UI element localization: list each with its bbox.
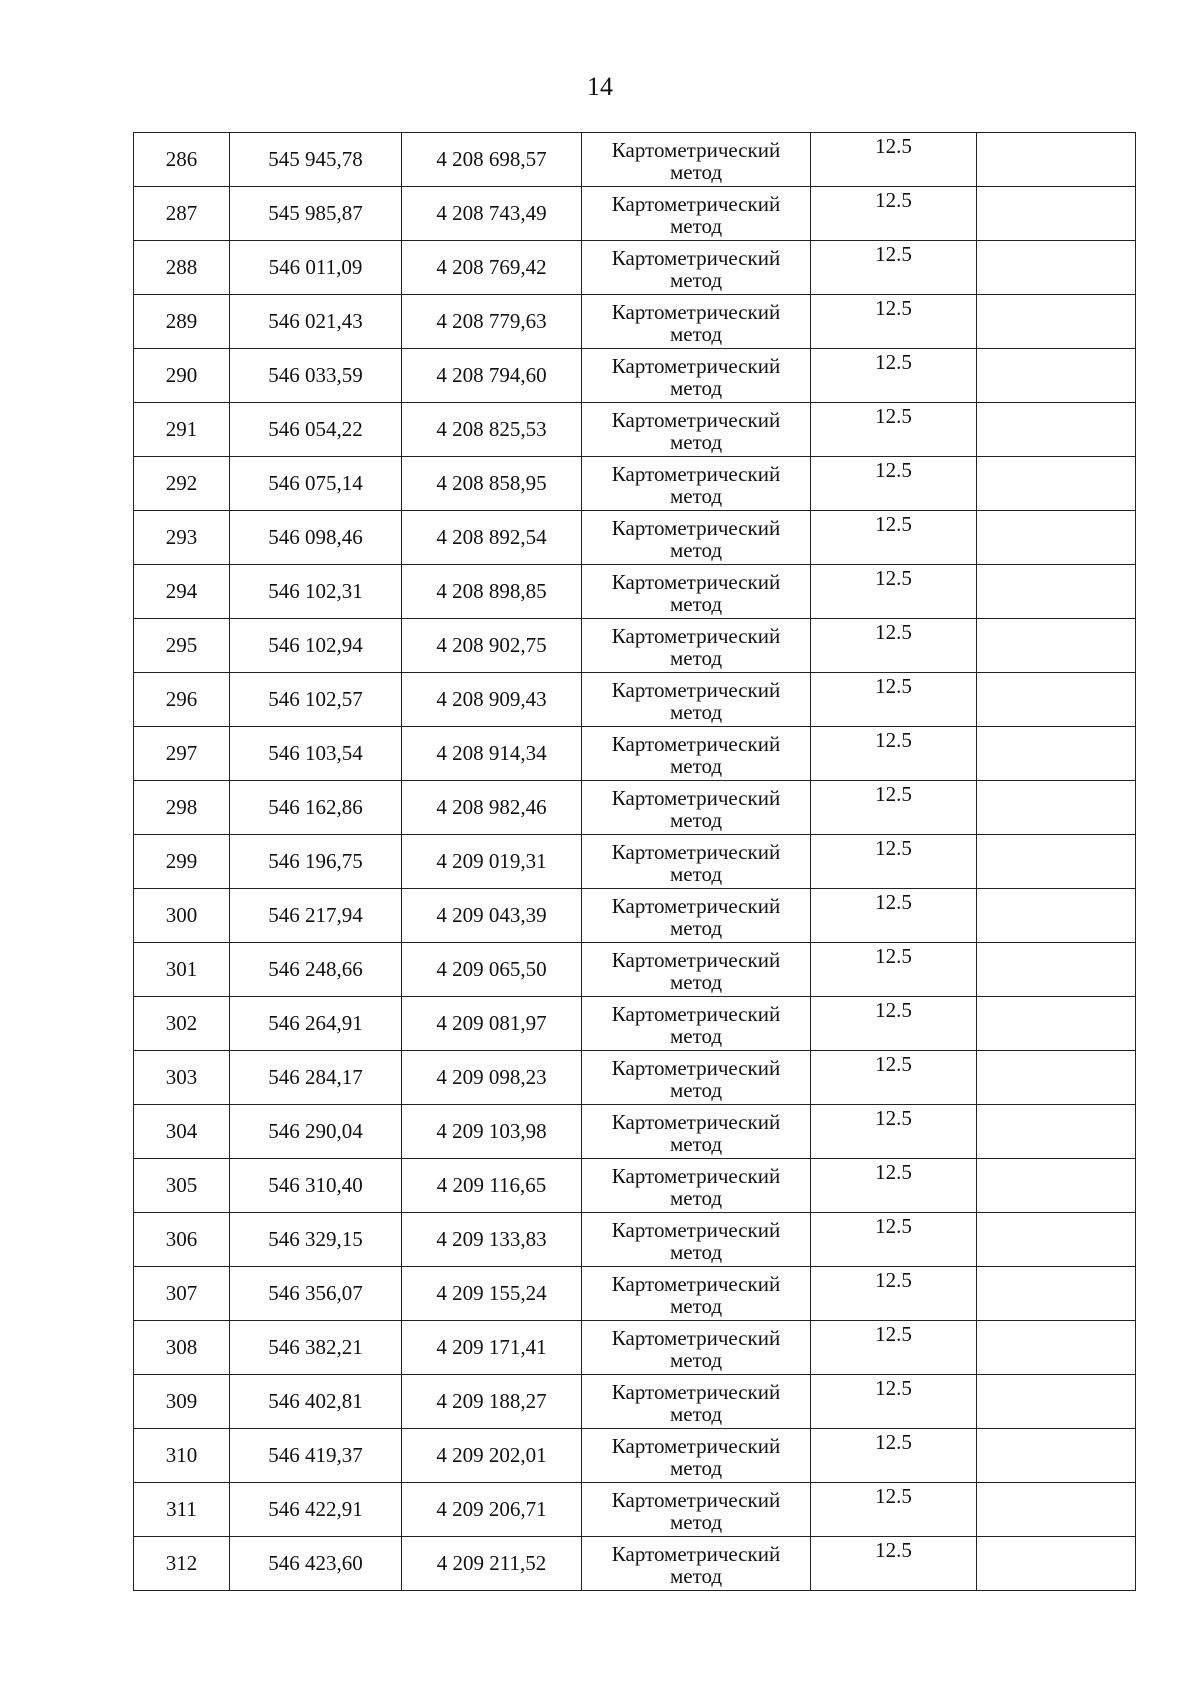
point-number-cell: 310 <box>134 1429 230 1483</box>
x-coordinate-cell: 546 098,46 <box>230 511 402 565</box>
y-coordinate-cell: 4 209 103,98 <box>402 1105 582 1159</box>
coordinates-table <box>133 132 1136 1591</box>
table-row <box>134 133 1136 187</box>
table-row <box>134 1105 1136 1159</box>
method-line-1: Картометрический <box>611 623 781 648</box>
extra-cell <box>977 1483 1136 1537</box>
accuracy-cell: 12.5 <box>811 997 977 1051</box>
point-number-cell: 286 <box>134 133 230 187</box>
method-cell <box>582 673 811 727</box>
point-number-cell: 305 <box>134 1159 230 1213</box>
table-row <box>134 727 1136 781</box>
y-coordinate-cell: 4 209 206,71 <box>402 1483 582 1537</box>
y-coordinate-cell: 4 209 098,23 <box>402 1051 582 1105</box>
extra-cell <box>977 187 1136 241</box>
method-cell <box>582 943 811 997</box>
x-coordinate-cell: 546 102,31 <box>230 565 402 619</box>
x-coordinate-cell: 546 423,60 <box>230 1537 402 1591</box>
extra-cell <box>977 457 1136 511</box>
method-cell <box>582 1375 811 1429</box>
method-line-2: метод <box>669 1077 723 1102</box>
method-cell <box>582 619 811 673</box>
accuracy-cell: 12.5 <box>811 1375 977 1429</box>
y-coordinate-cell: 4 209 043,39 <box>402 889 582 943</box>
accuracy-cell: 12.5 <box>811 673 977 727</box>
table-row <box>134 295 1136 349</box>
point-number-cell: 304 <box>134 1105 230 1159</box>
accuracy-cell: 12.5 <box>811 1537 977 1591</box>
extra-cell <box>977 727 1136 781</box>
accuracy-cell: 12.5 <box>811 511 977 565</box>
method-line-1: Картометрический <box>611 1109 781 1134</box>
accuracy-cell: 12.5 <box>811 943 977 997</box>
method-line-2: метод <box>669 159 723 184</box>
accuracy-cell: 12.5 <box>811 1267 977 1321</box>
extra-cell <box>977 619 1136 673</box>
y-coordinate-cell: 4 208 769,42 <box>402 241 582 295</box>
accuracy-cell: 12.5 <box>811 457 977 511</box>
y-coordinate-cell: 4 209 019,31 <box>402 835 582 889</box>
accuracy-cell: 12.5 <box>811 889 977 943</box>
method-line-1: Картометрический <box>611 1487 781 1512</box>
table-row <box>134 1429 1136 1483</box>
method-cell <box>582 1213 811 1267</box>
point-number-cell: 303 <box>134 1051 230 1105</box>
method-line-2: метод <box>669 429 723 454</box>
method-line-2: метод <box>669 375 723 400</box>
table-row <box>134 1159 1136 1213</box>
method-cell <box>582 187 811 241</box>
table-row <box>134 835 1136 889</box>
y-coordinate-cell: 4 209 188,27 <box>402 1375 582 1429</box>
point-number-cell: 288 <box>134 241 230 295</box>
extra-cell <box>977 565 1136 619</box>
method-line-2: метод <box>669 321 723 346</box>
extra-cell <box>977 1429 1136 1483</box>
extra-cell <box>977 1159 1136 1213</box>
extra-cell <box>977 241 1136 295</box>
point-number-cell: 297 <box>134 727 230 781</box>
extra-cell <box>977 781 1136 835</box>
table-row <box>134 1375 1136 1429</box>
method-cell <box>582 457 811 511</box>
point-number-cell: 300 <box>134 889 230 943</box>
method-cell <box>582 835 811 889</box>
accuracy-cell: 12.5 <box>811 349 977 403</box>
extra-cell <box>977 1051 1136 1105</box>
y-coordinate-cell: 4 208 914,34 <box>402 727 582 781</box>
table-row <box>134 673 1136 727</box>
method-cell <box>582 241 811 295</box>
method-line-2: метод <box>669 699 723 724</box>
point-number-cell: 302 <box>134 997 230 1051</box>
y-coordinate-cell: 4 209 211,52 <box>402 1537 582 1591</box>
table-row <box>134 511 1136 565</box>
x-coordinate-cell: 546 419,37 <box>230 1429 402 1483</box>
y-coordinate-cell: 4 208 892,54 <box>402 511 582 565</box>
point-number-cell: 295 <box>134 619 230 673</box>
method-line-1: Картометрический <box>611 569 781 594</box>
table-row <box>134 1267 1136 1321</box>
method-cell <box>582 1051 811 1105</box>
method-line-1: Картометрический <box>611 515 781 540</box>
method-line-2: метод <box>669 1131 723 1156</box>
x-coordinate-cell: 545 945,78 <box>230 133 402 187</box>
extra-cell <box>977 511 1136 565</box>
method-line-1: Картометрический <box>611 785 781 810</box>
point-number-cell: 289 <box>134 295 230 349</box>
method-line-2: метод <box>669 1455 723 1480</box>
extra-cell <box>977 673 1136 727</box>
method-line-2: метод <box>669 591 723 616</box>
method-line-2: метод <box>669 1023 723 1048</box>
y-coordinate-cell: 4 208 825,53 <box>402 403 582 457</box>
method-line-2: метод <box>669 1185 723 1210</box>
y-coordinate-cell: 4 209 155,24 <box>402 1267 582 1321</box>
method-cell <box>582 781 811 835</box>
method-line-1: Картометрический <box>611 461 781 486</box>
extra-cell <box>977 1537 1136 1591</box>
x-coordinate-cell: 546 310,40 <box>230 1159 402 1213</box>
x-coordinate-cell: 546 196,75 <box>230 835 402 889</box>
accuracy-cell: 12.5 <box>811 1105 977 1159</box>
method-line-1: Картометрический <box>611 1433 781 1458</box>
accuracy-cell: 12.5 <box>811 241 977 295</box>
accuracy-cell: 12.5 <box>811 781 977 835</box>
method-line-1: Картометрический <box>611 407 781 432</box>
page-number: 14 <box>587 72 613 101</box>
method-line-2: метод <box>669 1347 723 1372</box>
method-line-2: метод <box>669 807 723 832</box>
method-cell <box>582 403 811 457</box>
x-coordinate-cell: 546 033,59 <box>230 349 402 403</box>
accuracy-cell: 12.5 <box>811 1429 977 1483</box>
accuracy-cell: 12.5 <box>811 1483 977 1537</box>
method-cell <box>582 1429 811 1483</box>
method-line-2: метод <box>669 537 723 562</box>
method-line-2: метод <box>669 645 723 670</box>
point-number-cell: 290 <box>134 349 230 403</box>
x-coordinate-cell: 546 382,21 <box>230 1321 402 1375</box>
table-row <box>134 241 1136 295</box>
extra-cell <box>977 403 1136 457</box>
accuracy-cell: 12.5 <box>811 835 977 889</box>
point-number-cell: 293 <box>134 511 230 565</box>
method-cell <box>582 295 811 349</box>
extra-cell <box>977 295 1136 349</box>
coordinates-table-body <box>134 133 1136 1591</box>
point-number-cell: 308 <box>134 1321 230 1375</box>
method-cell <box>582 1321 811 1375</box>
point-number-cell: 298 <box>134 781 230 835</box>
y-coordinate-cell: 4 208 902,75 <box>402 619 582 673</box>
method-line-1: Картометрический <box>611 1001 781 1026</box>
method-line-2: метод <box>669 753 723 778</box>
method-cell <box>582 565 811 619</box>
method-line-1: Картометрический <box>611 353 781 378</box>
y-coordinate-cell: 4 208 779,63 <box>402 295 582 349</box>
y-coordinate-cell: 4 208 909,43 <box>402 673 582 727</box>
table-row <box>134 889 1136 943</box>
x-coordinate-cell: 545 985,87 <box>230 187 402 241</box>
y-coordinate-cell: 4 209 081,97 <box>402 997 582 1051</box>
extra-cell <box>977 889 1136 943</box>
method-line-2: метод <box>669 915 723 940</box>
table-row <box>134 781 1136 835</box>
method-line-1: Картометрический <box>611 1271 781 1296</box>
method-line-2: метод <box>669 1563 723 1588</box>
method-line-1: Картометрический <box>611 947 781 972</box>
y-coordinate-cell: 4 209 133,83 <box>402 1213 582 1267</box>
method-cell <box>582 889 811 943</box>
accuracy-cell: 12.5 <box>811 619 977 673</box>
y-coordinate-cell: 4 208 858,95 <box>402 457 582 511</box>
x-coordinate-cell: 546 217,94 <box>230 889 402 943</box>
method-line-1: Картометрический <box>611 1163 781 1188</box>
point-number-cell: 309 <box>134 1375 230 1429</box>
extra-cell <box>977 997 1136 1051</box>
y-coordinate-cell: 4 208 743,49 <box>402 187 582 241</box>
point-number-cell: 291 <box>134 403 230 457</box>
method-cell <box>582 1159 811 1213</box>
x-coordinate-cell: 546 422,91 <box>230 1483 402 1537</box>
extra-cell <box>977 1375 1136 1429</box>
method-line-1: Картометрический <box>611 1325 781 1350</box>
accuracy-cell: 12.5 <box>811 295 977 349</box>
extra-cell <box>977 1105 1136 1159</box>
y-coordinate-cell: 4 208 794,60 <box>402 349 582 403</box>
method-cell <box>582 1105 811 1159</box>
y-coordinate-cell: 4 208 898,85 <box>402 565 582 619</box>
table-row <box>134 943 1136 997</box>
accuracy-cell: 12.5 <box>811 1213 977 1267</box>
x-coordinate-cell: 546 162,86 <box>230 781 402 835</box>
method-line-1: Картометрический <box>611 191 781 216</box>
x-coordinate-cell: 546 021,43 <box>230 295 402 349</box>
accuracy-cell: 12.5 <box>811 1321 977 1375</box>
method-cell <box>582 1267 811 1321</box>
extra-cell <box>977 835 1136 889</box>
point-number-cell: 312 <box>134 1537 230 1591</box>
x-coordinate-cell: 546 075,14 <box>230 457 402 511</box>
point-number-cell: 306 <box>134 1213 230 1267</box>
extra-cell <box>977 1321 1136 1375</box>
method-line-1: Картометрический <box>611 677 781 702</box>
method-line-1: Картометрический <box>611 1055 781 1080</box>
extra-cell <box>977 133 1136 187</box>
x-coordinate-cell: 546 102,57 <box>230 673 402 727</box>
x-coordinate-cell: 546 103,54 <box>230 727 402 781</box>
table-row <box>134 349 1136 403</box>
accuracy-cell: 12.5 <box>811 403 977 457</box>
method-line-2: метод <box>669 1239 723 1264</box>
accuracy-cell: 12.5 <box>811 133 977 187</box>
point-number-cell: 301 <box>134 943 230 997</box>
method-line-1: Картометрический <box>611 137 781 162</box>
method-line-1: Картометрический <box>611 1379 781 1404</box>
method-line-2: метод <box>669 213 723 238</box>
method-line-1: Картометрический <box>611 839 781 864</box>
accuracy-cell: 12.5 <box>811 187 977 241</box>
y-coordinate-cell: 4 209 116,65 <box>402 1159 582 1213</box>
x-coordinate-cell: 546 356,07 <box>230 1267 402 1321</box>
point-number-cell: 307 <box>134 1267 230 1321</box>
x-coordinate-cell: 546 264,91 <box>230 997 402 1051</box>
x-coordinate-cell: 546 102,94 <box>230 619 402 673</box>
x-coordinate-cell: 546 011,09 <box>230 241 402 295</box>
method-cell <box>582 997 811 1051</box>
method-line-2: метод <box>669 267 723 292</box>
table-row <box>134 187 1136 241</box>
table-row <box>134 997 1136 1051</box>
table-row <box>134 1321 1136 1375</box>
method-cell <box>582 349 811 403</box>
accuracy-cell: 12.5 <box>811 1159 977 1213</box>
point-number-cell: 296 <box>134 673 230 727</box>
x-coordinate-cell: 546 054,22 <box>230 403 402 457</box>
x-coordinate-cell: 546 402,81 <box>230 1375 402 1429</box>
x-coordinate-cell: 546 284,17 <box>230 1051 402 1105</box>
table-row <box>134 1213 1136 1267</box>
method-line-1: Картометрический <box>611 893 781 918</box>
method-line-1: Картометрический <box>611 245 781 270</box>
extra-cell <box>977 349 1136 403</box>
method-line-2: метод <box>669 483 723 508</box>
method-line-2: метод <box>669 969 723 994</box>
y-coordinate-cell: 4 209 202,01 <box>402 1429 582 1483</box>
accuracy-cell: 12.5 <box>811 1051 977 1105</box>
method-line-1: Картометрический <box>611 299 781 324</box>
method-cell <box>582 1537 811 1591</box>
method-line-2: метод <box>669 1509 723 1534</box>
extra-cell <box>977 1267 1136 1321</box>
method-line-2: метод <box>669 1401 723 1426</box>
y-coordinate-cell: 4 208 698,57 <box>402 133 582 187</box>
table-row <box>134 1051 1136 1105</box>
method-cell <box>582 1483 811 1537</box>
table-row <box>134 1483 1136 1537</box>
point-number-cell: 299 <box>134 835 230 889</box>
x-coordinate-cell: 546 290,04 <box>230 1105 402 1159</box>
table-row <box>134 1537 1136 1591</box>
point-number-cell: 294 <box>134 565 230 619</box>
method-cell <box>582 727 811 781</box>
method-cell <box>582 133 811 187</box>
y-coordinate-cell: 4 209 065,50 <box>402 943 582 997</box>
accuracy-cell: 12.5 <box>811 727 977 781</box>
x-coordinate-cell: 546 329,15 <box>230 1213 402 1267</box>
x-coordinate-cell: 546 248,66 <box>230 943 402 997</box>
method-line-1: Картометрический <box>611 1541 781 1566</box>
y-coordinate-cell: 4 209 171,41 <box>402 1321 582 1375</box>
y-coordinate-cell: 4 208 982,46 <box>402 781 582 835</box>
accuracy-cell: 12.5 <box>811 565 977 619</box>
method-line-2: метод <box>669 1293 723 1318</box>
method-line-1: Картометрический <box>611 1217 781 1242</box>
extra-cell <box>977 943 1136 997</box>
table-row <box>134 565 1136 619</box>
method-line-1: Картометрический <box>611 731 781 756</box>
table-row <box>134 619 1136 673</box>
table-row <box>134 457 1136 511</box>
point-number-cell: 292 <box>134 457 230 511</box>
point-number-cell: 287 <box>134 187 230 241</box>
method-line-2: метод <box>669 861 723 886</box>
table-row <box>134 403 1136 457</box>
method-cell <box>582 511 811 565</box>
extra-cell <box>977 1213 1136 1267</box>
point-number-cell: 311 <box>134 1483 230 1537</box>
